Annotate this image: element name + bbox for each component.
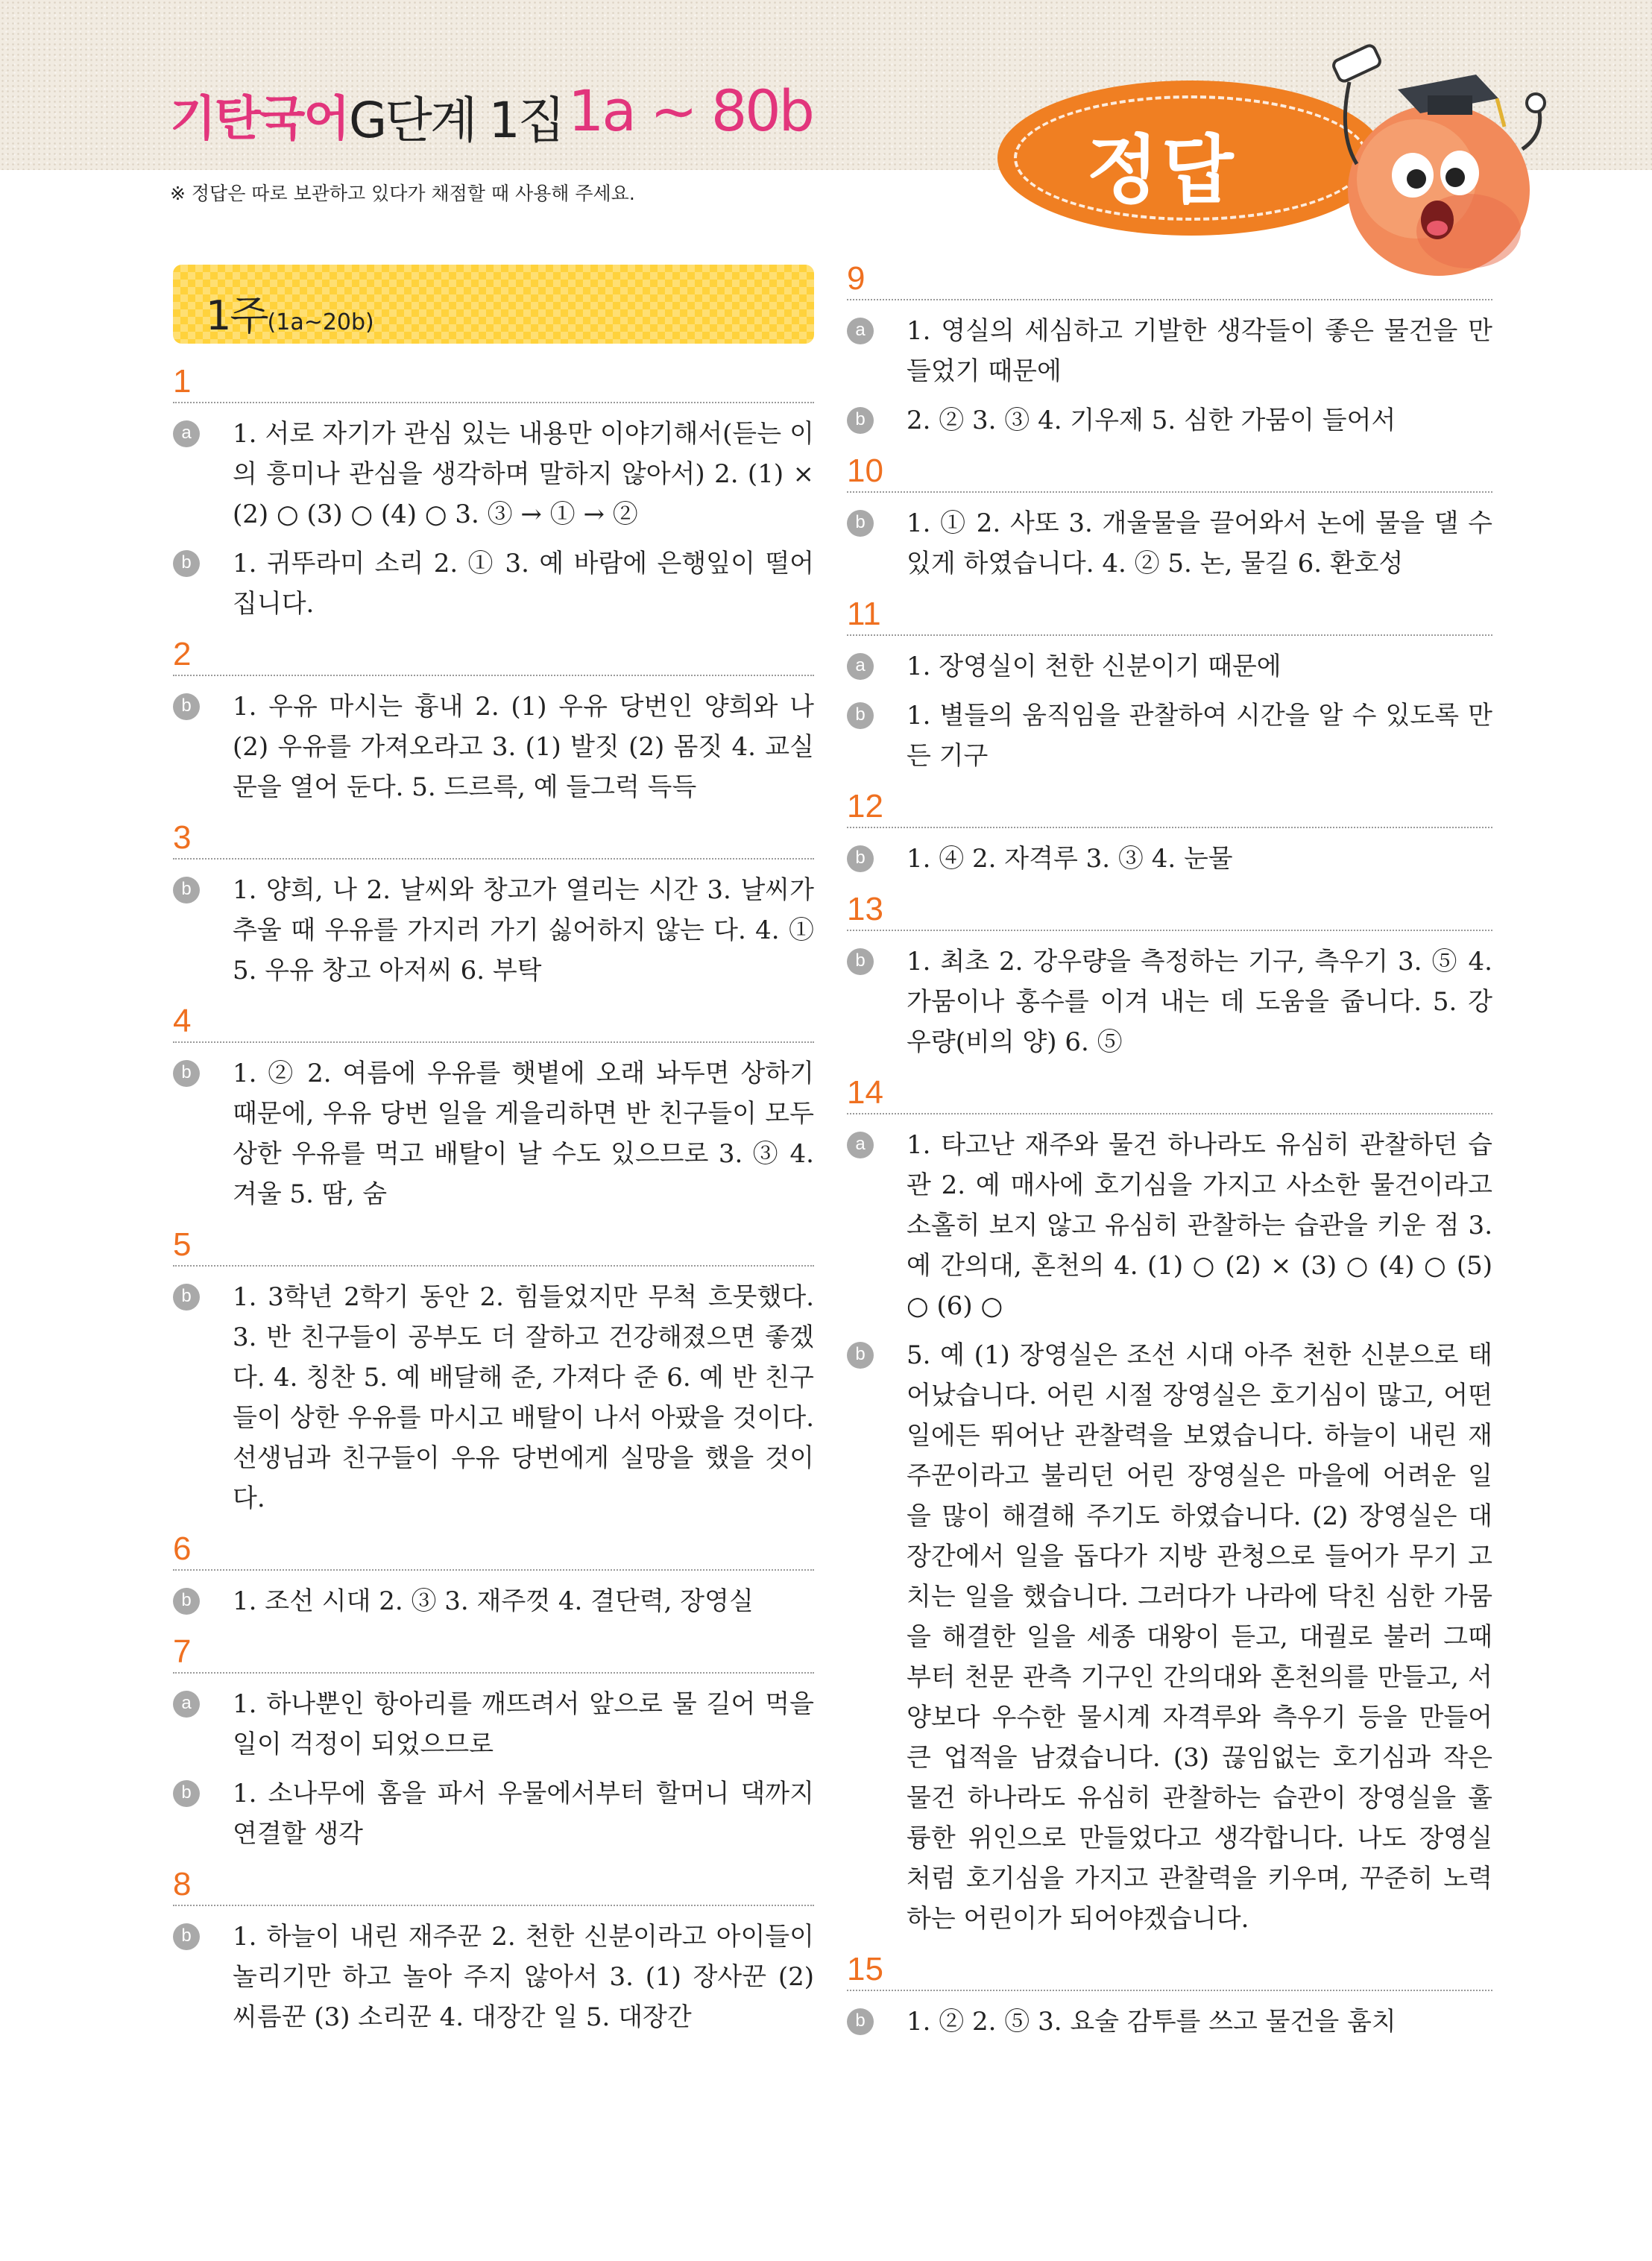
answer-row — [173, 1773, 814, 1854]
answer-text: 1. 소나무에 홈을 파서 우물에서부터 할머니 댁까지 연결할 생각 — [233, 1779, 814, 1849]
answer-text: 1. 3학년 2학기 동안 2. 힘들었지만 무척 흐뭇했다. 3. 반 친구들이 공부도 더 잘하고 건강해졌으면 좋겠다. 4. 칭찬 5. 예 배달해 준, 가져다 준 6. 예 반 친구들이 상한 우유를 마시고 배탈이 나서 아팠을 것이다. 선생님과 친구들이 우유 당번에게 실망을 했을 것이다. — [233, 1282, 814, 1513]
unit-number: 15 — [847, 1948, 1492, 1991]
marker-b-icon: b — [173, 1780, 200, 1807]
unit-13 — [847, 888, 1492, 1062]
answer-text: 1. 귀뚜라미 소리 2. ① 3. 예 바람에 은행잎이 떨어집니다. — [233, 549, 814, 619]
left-column — [173, 265, 814, 2046]
week-range: (1a~20b) — [267, 309, 374, 335]
unit-number: 13 — [847, 888, 1492, 931]
answer-row — [847, 1335, 1492, 1939]
answer-badge-label: 정답 — [1086, 127, 1237, 214]
answer-row — [173, 543, 814, 624]
week-banner — [173, 265, 814, 344]
answer-row — [847, 400, 1492, 441]
peach-mascot-icon — [1327, 37, 1551, 291]
range-title: 1a ~ 80b — [568, 78, 813, 144]
answer-text: 1. 조선 시대 2. ③ 3. 재주껏 4. 결단력, 장영실 — [233, 1586, 754, 1616]
answer-row — [847, 942, 1492, 1062]
unit-number: 11 — [847, 593, 1492, 636]
marker-b-icon: b — [173, 693, 200, 720]
unit-6 — [173, 1527, 814, 1621]
answer-row — [173, 414, 814, 534]
answer-row — [173, 1684, 814, 1765]
answer-row — [847, 311, 1492, 391]
marker-a-icon: a — [847, 318, 874, 344]
marker-b-icon: b — [847, 2008, 874, 2035]
unit-number: 5 — [173, 1223, 814, 1267]
brand-logo: 기탄국어 — [170, 92, 349, 147]
answer-text: 1. 타고난 재주와 물건 하나라도 유심히 관찰하던 습관 2. 예 매사에 호기심을 가지고 사소한 물건이라고 소홀히 보지 않고 유심히 관찰하는 습관을 키운 점 3. 예 간의대, 혼천의 4. (1) ○ (2) × (3) ○ (4) ○ (5) ○ (6) ○ — [907, 1130, 1492, 1321]
answer-text: 1. 우유 마시는 흉내 2. (1) 우유 당번인 양희와 나 (2) 우유를 가져오라고 3. (1) 발짓 (2) 몸짓 4. 교실 문을 열어 둔다. 5. 드르륵, 예 들그럭 득득 — [233, 692, 814, 802]
marker-a-icon: a — [847, 1132, 874, 1158]
unit-2 — [173, 633, 814, 807]
answer-text: 1. 장영실이 천한 신분이기 때문에 — [907, 652, 1281, 681]
right-column — [847, 257, 1492, 2051]
answer-row — [173, 1277, 814, 1519]
unit-12 — [847, 785, 1492, 879]
marker-a-icon: a — [173, 1691, 200, 1718]
marker-b-icon: b — [173, 1588, 200, 1615]
answer-text: 5. 예 (1) 장영실은 조선 시대 아주 천한 신분으로 태어났습니다. 어린 시절 장영실은 호기심이 많고, 어떤 일에든 뛰어난 관찰력을 보였습니다. 하늘이 내린 재주꾼이라고 불리던 어린 장영실은 마을에 어려운 일을 많이 해결해 주기도 하였습니다. (2) 장영실은 대장간에서 일을 돕다가 지방 관청으로 들어가 무기 고치는 일을 했습니다. 그러다가 나라에 닥친 심한 가뭄을 해결한 일을 세종 대왕이 듣고, 대궐로 불러 그때부터 천문 관측 기구인 간의대와 혼천의를 만들고, 서양보다 우수한 물시계 자격루와 측우기 등을 만들어 큰 업적을 남겼습니다. (3) 끊임없는 호기심과 작은 물건 하나라도 유심히 관찰하는 습관이 장영실을 훌륭한 위인으로 만들었다고 생각합니다. 나도 장영실처럼 호기심을 가지고 관찰력을 키우며, 꾸준히 노력하는 어린이가 되어야겠습니다. — [907, 1340, 1492, 1934]
unit-1 — [173, 360, 814, 624]
unit-number: 3 — [173, 816, 814, 860]
answer-text: 2. ② 3. ③ 4. 기우제 5. 심한 가뭄이 들어서 — [907, 406, 1396, 435]
answer-text: 1. ④ 2. 자격루 3. ③ 4. 눈물 — [907, 844, 1233, 874]
answer-row — [847, 1125, 1492, 1326]
unit-number: 2 — [173, 633, 814, 676]
marker-b-icon: b — [847, 407, 874, 434]
answer-row — [847, 503, 1492, 584]
marker-b-icon: b — [173, 1284, 200, 1311]
unit-number: 4 — [173, 1000, 814, 1043]
answer-text: 1. ① 2. 사또 3. 개울물을 끌어와서 논에 물을 댈 수 있게 하였습니다. 4. ② 5. 논, 물길 6. 환호성 — [907, 508, 1492, 578]
unit-number: 14 — [847, 1071, 1492, 1114]
answer-row — [847, 2002, 1492, 2042]
answer-text: 1. ② 2. 여름에 우유를 햇볕에 오래 놔두면 상하기 때문에, 우유 당번 일을 게을리하면 반 친구들이 모두 상한 우유를 먹고 배탈이 날 수도 있으므로 3. ③ 4. 겨울 5. 땀, 숨 — [233, 1059, 814, 1209]
unit-4 — [173, 1000, 814, 1214]
unit-15 — [847, 1948, 1492, 2042]
answer-row — [173, 687, 814, 807]
answer-text: 1. 하늘이 내린 재주꾼 2. 천한 신분이라고 아이들이 놀리기만 하고 놀아 주지 않아서 3. (1) 장사꾼 (2) 씨름꾼 (3) 소리꾼 4. 대장간 일 5. 대장간 — [233, 1922, 814, 2032]
marker-b-icon: b — [173, 1060, 200, 1087]
marker-a-icon: a — [847, 653, 874, 680]
week-title: 1주 — [206, 292, 268, 339]
marker-b-icon: b — [847, 702, 874, 729]
marker-b-icon: b — [173, 550, 200, 577]
marker-b-icon: b — [847, 948, 874, 975]
marker-b-icon: b — [847, 510, 874, 537]
answer-text: 1. 서로 자기가 관심 있는 내용만 이야기해서(듣는 이의 흥미나 관심을 생각하며 말하지 않아서) 2. (1) × (2) ○ (3) ○ (4) ○ 3. ③ → ① → ② — [233, 419, 814, 529]
marker-b-icon: b — [173, 877, 200, 904]
unit-11 — [847, 593, 1492, 776]
unit-8 — [173, 1863, 814, 2037]
unit-5 — [173, 1223, 814, 1519]
level-title: G단계 1집 — [349, 92, 564, 149]
answer-text: 1. 영실의 세심하고 기발한 생각들이 좋은 물건을 만들었기 때문에 — [907, 316, 1492, 386]
unit-10 — [847, 450, 1492, 584]
unit-number: 6 — [173, 1527, 814, 1571]
answer-text: 1. 하나뿐인 항아리를 깨뜨려서 앞으로 물 길어 먹을 일이 걱정이 되었으므로 — [233, 1689, 814, 1759]
unit-14 — [847, 1071, 1492, 1939]
answer-row — [173, 1581, 814, 1621]
answer-row — [173, 870, 814, 991]
unit-number: 9 — [847, 257, 1492, 300]
unit-3 — [173, 816, 814, 991]
answer-row — [847, 696, 1492, 776]
marker-b-icon: b — [847, 1342, 874, 1369]
answer-text: 1. 별들의 움직임을 관찰하여 시간을 알 수 있도록 만든 기구 — [907, 701, 1492, 771]
unit-number: 1 — [173, 360, 814, 403]
marker-b-icon: b — [847, 845, 874, 872]
answer-row — [173, 1053, 814, 1214]
answer-row — [847, 646, 1492, 687]
unit-9 — [847, 257, 1492, 441]
answer-row — [847, 839, 1492, 879]
unit-number: 10 — [847, 450, 1492, 493]
answer-text: 1. 최초 2. 강우량을 측정하는 기구, 측우기 3. ⑤ 4. 가뭄이나 홍수를 이겨 내는 데 도움을 줍니다. 5. 강우량(비의 양) 6. ⑤ — [907, 947, 1492, 1057]
marker-a-icon: a — [173, 420, 200, 447]
unit-number: 7 — [173, 1630, 814, 1674]
unit-7 — [173, 1630, 814, 1854]
unit-number: 8 — [173, 1863, 814, 1906]
marker-b-icon: b — [173, 1923, 200, 1950]
storage-note: ※ 정답은 따로 보관하고 있다가 채점할 때 사용해 주세요. — [170, 183, 635, 204]
unit-number: 12 — [847, 785, 1492, 828]
answer-text: 1. 양희, 나 2. 날씨와 창고가 열리는 시간 3. 날씨가 추울 때 우유를 가지러 가기 싫어하지 않는 다. 4. ① 5. 우유 창고 아저씨 6. 부탁 — [233, 875, 814, 986]
answer-row — [173, 1917, 814, 2037]
answer-text: 1. ② 2. ⑤ 3. 요술 감투를 쓰고 물건을 훔치 — [907, 2007, 1396, 2037]
